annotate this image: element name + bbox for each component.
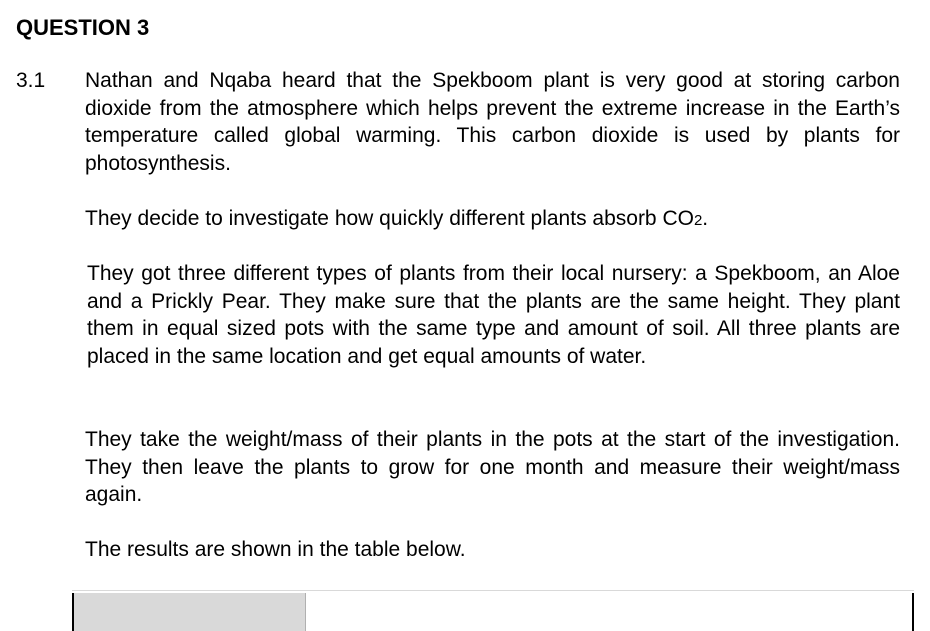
table-right-border	[912, 593, 914, 631]
question-heading: QUESTION 3	[16, 15, 150, 40]
intro-paragraph: Nathan and Nqaba heard that the Spekboom plant is very good at storing carbon dioxide from the atmosphere which helps prevent the extreme increase in the Earth’s temperature called global warming. This carbon dioxide is used by plants for photosynthesis.	[85, 69, 900, 175]
method-paragraph: They got three different types of plants from their local nursery: a Spekboom, an Aloe and a Prickly Pear. They make sure that the plants are the same height. They plant them in equal sized pots with the same type and amount of soil. All three plants are placed in the same location and get equal amounts of water.	[87, 262, 900, 368]
question-number: 3.1	[16, 69, 46, 92]
measurement-paragraph: They take the weight/mass of their plants in the pots at the start of the investigation. They then leave the plants to grow for one month and measure their weight/mass again.	[85, 428, 900, 506]
aim-end: .	[702, 207, 709, 230]
results-table-top	[72, 590, 914, 631]
co2-subscript: 2	[693, 212, 703, 229]
table-header-cell	[74, 593, 306, 631]
aim-text: They decide to investigate how quickly different plants absorb CO	[85, 207, 694, 230]
investigation-aim-paragraph	[85, 205, 900, 235]
results-intro-paragraph: The results are shown in the table below.	[85, 538, 466, 561]
